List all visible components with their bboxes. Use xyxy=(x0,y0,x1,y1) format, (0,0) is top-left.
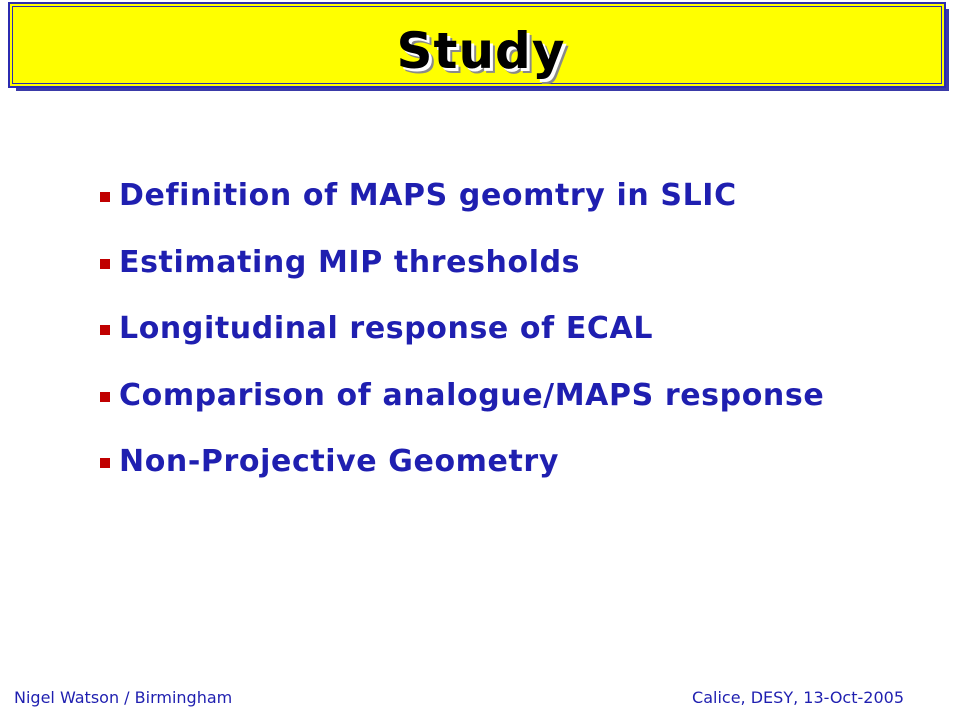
list-item xyxy=(100,239,824,306)
bullet-text: Estimating MIP thresholds xyxy=(119,244,581,280)
square-bullet-icon xyxy=(100,392,110,402)
bullet-text: Definition of MAPS geomtry in SLIC xyxy=(119,178,737,213)
bullet-text: Comparison of analogue/MAPS response xyxy=(119,377,825,413)
list-item xyxy=(100,438,824,505)
footer-author: Nigel Watson / Birmingham xyxy=(14,688,233,707)
footer-event: Calice, DESY, 13-Oct-2005 xyxy=(692,688,904,707)
bullet-text: Longitudinal response of ECAL xyxy=(119,311,654,346)
square-bullet-icon xyxy=(100,325,110,335)
list-item xyxy=(100,172,824,239)
list-item xyxy=(100,372,824,439)
title-box xyxy=(9,3,945,87)
bullet-text: Non-Projective Geometry xyxy=(119,444,559,479)
square-bullet-icon xyxy=(100,458,110,468)
bullet-list xyxy=(100,172,824,505)
square-bullet-icon xyxy=(100,192,110,202)
list-item xyxy=(100,305,824,372)
square-bullet-icon xyxy=(100,259,110,269)
page-title: Study xyxy=(396,22,566,80)
